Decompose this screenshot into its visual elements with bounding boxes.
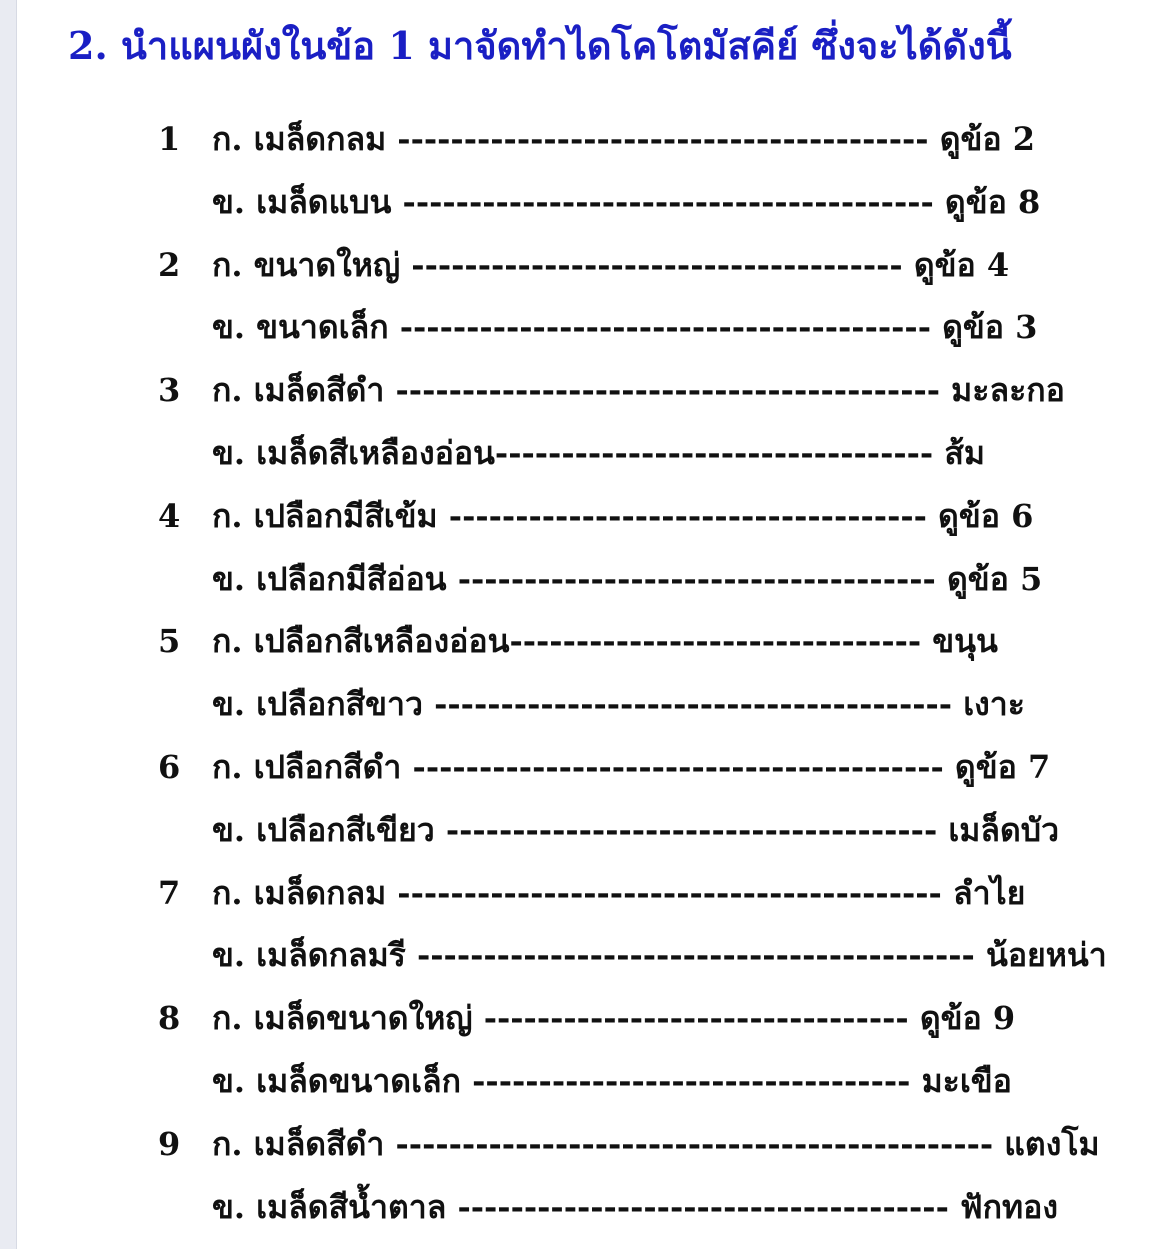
- dichotomous-key-list: [0, 108, 1170, 1238]
- key-row-2a: [0, 234, 1170, 297]
- key-choice-text: ข. ขนาดเล็ก ---------------------------------------- ดูข้อ 3: [212, 308, 1038, 347]
- key-choice-text: ข. เมล็ดสีน้ำตาล ------------------------------------- ฟักทอง: [212, 1187, 1058, 1226]
- key-choice-text: ข. เปลือกสีขาว --------------------------------------- เงาะ: [212, 685, 1025, 724]
- key-choice-text: ข. เมล็ดกลมรี ------------------------------------------ น้อยหน่า: [212, 936, 1107, 975]
- key-row-3b: [0, 422, 1170, 485]
- key-choice-text: ก. เปลือกสีเหลืองอ่อน------------------------------- ขนุน: [212, 622, 998, 661]
- key-row-4a: [0, 485, 1170, 548]
- page-title: 2. นำแผนผังในข้อ 1 มาจัดทำไดโคโตมัสคีย์ ซึ่งจะได้ดังนี้: [68, 23, 1012, 68]
- key-row-3a: [0, 359, 1170, 422]
- key-step-number: 6: [158, 747, 181, 786]
- key-choice-text: ก. เมล็ดขนาดใหญ่ -------------------------------- ดูข้อ 9: [212, 999, 1016, 1038]
- key-row-4b: [0, 548, 1170, 611]
- key-step-number: 1: [158, 120, 181, 158]
- key-choice-text: ข. เมล็ดแบน ---------------------------------------- ดูข้อ 8: [212, 182, 1041, 221]
- key-row-9b: [0, 1176, 1170, 1239]
- key-row-1b: [0, 171, 1170, 234]
- key-step-number: 9: [158, 1124, 181, 1163]
- key-row-7b: [0, 924, 1170, 987]
- key-row-1a: [0, 108, 1170, 171]
- key-choice-text: ก. เมล็ดกลม ---------------------------------------- ดูข้อ 2: [212, 120, 1035, 158]
- key-step-number: 2: [158, 245, 181, 284]
- key-choice-text: ก. เปลือกสีดำ ---------------------------------------- ดูข้อ 7: [212, 747, 1051, 786]
- key-row-6b: [0, 799, 1170, 862]
- key-choice-text: ก. เมล็ดสีดำ --------------------------------------------- แตงโม: [212, 1124, 1100, 1163]
- key-choice-text: ข. เมล็ดขนาดเล็ก --------------------------------- มะเขือ: [212, 1061, 1012, 1100]
- key-row-8a: [0, 987, 1170, 1050]
- key-choice-text: ข. เปลือกมีสีอ่อน ------------------------------------ ดูข้อ 5: [212, 559, 1043, 598]
- key-step-number: 7: [158, 873, 181, 912]
- key-row-7a: [0, 862, 1170, 925]
- key-choice-text: ก. เมล็ดกลม ----------------------------------------- ลำไย: [212, 873, 1026, 912]
- key-row-6a: [0, 736, 1170, 799]
- key-step-number: 3: [158, 371, 181, 410]
- key-choice-text: ก. เปลือกมีสีเข้ม ------------------------------------ ดูข้อ 6: [212, 496, 1034, 535]
- key-row-8b: [0, 1050, 1170, 1113]
- key-row-5b: [0, 673, 1170, 736]
- key-row-5a: [0, 610, 1170, 673]
- key-choice-text: ข. เปลือกสีเขียว ------------------------------------- เมล็ดบัว: [212, 810, 1060, 849]
- key-choice-text: ข. เมล็ดสีเหลืองอ่อน--------------------------------- ส้ม: [212, 433, 985, 472]
- key-step-number: 5: [158, 622, 181, 661]
- key-step-number: 8: [158, 999, 181, 1038]
- key-row-2b: [0, 296, 1170, 359]
- key-row-9a: [0, 1113, 1170, 1176]
- key-step-number: 4: [158, 496, 181, 535]
- key-choice-text: ก. เมล็ดสีดำ ----------------------------------------- มะละกอ: [212, 371, 1065, 410]
- key-choice-text: ก. ขนาดใหญ่ ------------------------------------- ดูข้อ 4: [212, 245, 1010, 284]
